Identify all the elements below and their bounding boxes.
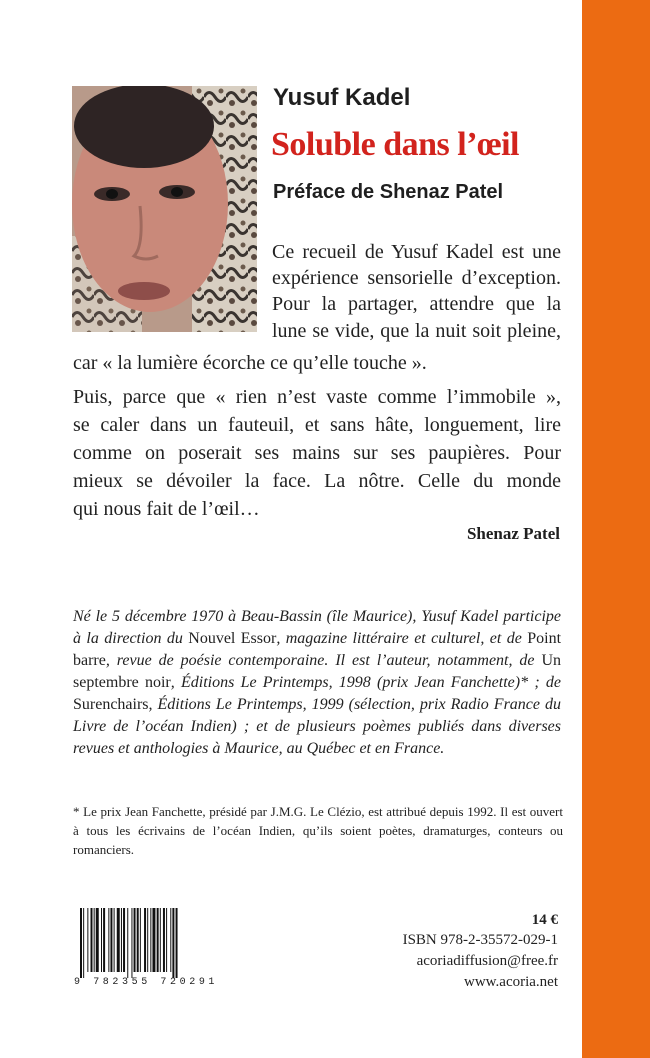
blurb-line: se caler dans un fauteuil, et sans hâte, longuement, lire	[73, 414, 561, 436]
barcode-bar	[127, 908, 128, 978]
barcode-bar	[176, 908, 178, 978]
blurb-line: mieux se dévoiler la face. La nôtre. Celle du monde	[73, 470, 561, 492]
barcode-bar	[140, 908, 141, 972]
barcode-bar	[110, 908, 112, 972]
barcode-bar	[101, 908, 102, 972]
barcode-bar	[123, 908, 125, 972]
barcode-bar	[157, 908, 159, 972]
bio-book-title: Un septembre noir	[73, 652, 561, 691]
author-photo	[72, 86, 257, 332]
barcode-bar	[172, 908, 174, 978]
barcode-bar	[134, 908, 136, 972]
barcode-bar	[103, 908, 105, 972]
barcode-bar	[166, 908, 167, 972]
bio-magazine-title: Point barre	[73, 630, 562, 669]
author-photo-image	[72, 86, 257, 332]
blurb-line: lune se vide, que la nuit soit pleine,	[272, 320, 561, 342]
barcode-bar	[144, 908, 146, 972]
bio-text: , Éditions Le Printemps, 1999 (sélection, prix Radio France du Livre de l’océan Indien) ; et de plusieurs poèmes publiés dans diverses revues et anthologies à Maurice, au Québec et en France.	[73, 696, 561, 757]
publisher-email: acoriadiffusion@free.fr	[416, 953, 558, 969]
barcode-digits: 9 782355 720291	[74, 977, 219, 988]
barcode-bar	[96, 908, 99, 972]
price: 14 €	[531, 912, 558, 928]
blurb-line: Ce recueil de Yusuf Kadel est une	[272, 241, 561, 263]
prize-footnote: * Le prix Jean Fanchette, présidé par J.M.G. Le Clézio, est attribué depuis 1992. Il est ouvert à tous les écrivains de l’océan Indien, qu’ils soient poètes, dramaturges, conteurs ou romanciers.	[73, 804, 563, 857]
barcode-bars	[78, 908, 238, 978]
barcode-bar	[137, 908, 139, 972]
author-biography	[73, 606, 561, 760]
isbn-number: ISBN 978-2-35572-029-1	[402, 932, 558, 948]
barcode-bar	[150, 908, 151, 972]
blurb-line: expérience sensorielle d’exception.	[272, 267, 561, 289]
barcode-bar	[163, 908, 165, 972]
bio-book-title: Surenchairs	[73, 696, 149, 713]
barcode-bar	[170, 908, 171, 972]
barcode-bar	[117, 908, 120, 972]
book-title: Soluble dans l’œil	[271, 126, 519, 163]
blurb-line: comme on poserait ses mains sur ses paupières. Pour	[73, 442, 561, 464]
bio-text: , revue de poésie contemporaine. Il est l’auteur, notamment, de	[105, 652, 542, 669]
barcode-bar	[131, 908, 132, 978]
blurb-line: Puis, parce que « rien n’est vaste comme l’immobile »,	[73, 386, 561, 408]
blurb-line: Pour la partager, attendre que la	[272, 293, 561, 315]
author-name: Yusuf Kadel	[273, 84, 411, 111]
barcode-bar	[94, 908, 95, 972]
bio-text: Né le 5 décembre 1970 à Beau-Bassin (île Maurice), Yusuf Kadel participe à la direction du	[73, 608, 561, 647]
barcode-bar	[80, 908, 82, 978]
barcode-bar	[114, 908, 115, 972]
bio-text: , Éditions Le Printemps, 1998 (prix Jean Fanchette)* ; de	[170, 674, 562, 691]
bio-magazine-title: Nouvel Essor	[188, 630, 277, 647]
barcode-bar	[152, 908, 155, 972]
bio-text: , magazine littéraire et culturel, et de	[276, 630, 528, 647]
blurb-line: qui nous fait de l’œil…	[73, 498, 260, 520]
barcode-bar	[121, 908, 122, 972]
barcode-bar	[83, 908, 84, 978]
barcode-bar	[108, 908, 109, 972]
preface-credit: Préface de Shenaz Patel	[273, 181, 504, 203]
orange-spine-band	[582, 0, 650, 1058]
barcode-bar	[160, 908, 161, 972]
barcode-bar	[87, 908, 88, 972]
barcode-bar	[147, 908, 148, 972]
publisher-website: www.acoria.net	[464, 974, 558, 990]
barcode-bar	[91, 908, 93, 972]
blurb-line: car « la lumière écorche ce qu’elle touche ».	[73, 352, 427, 374]
blurb-signature: Shenaz Patel	[466, 524, 560, 543]
